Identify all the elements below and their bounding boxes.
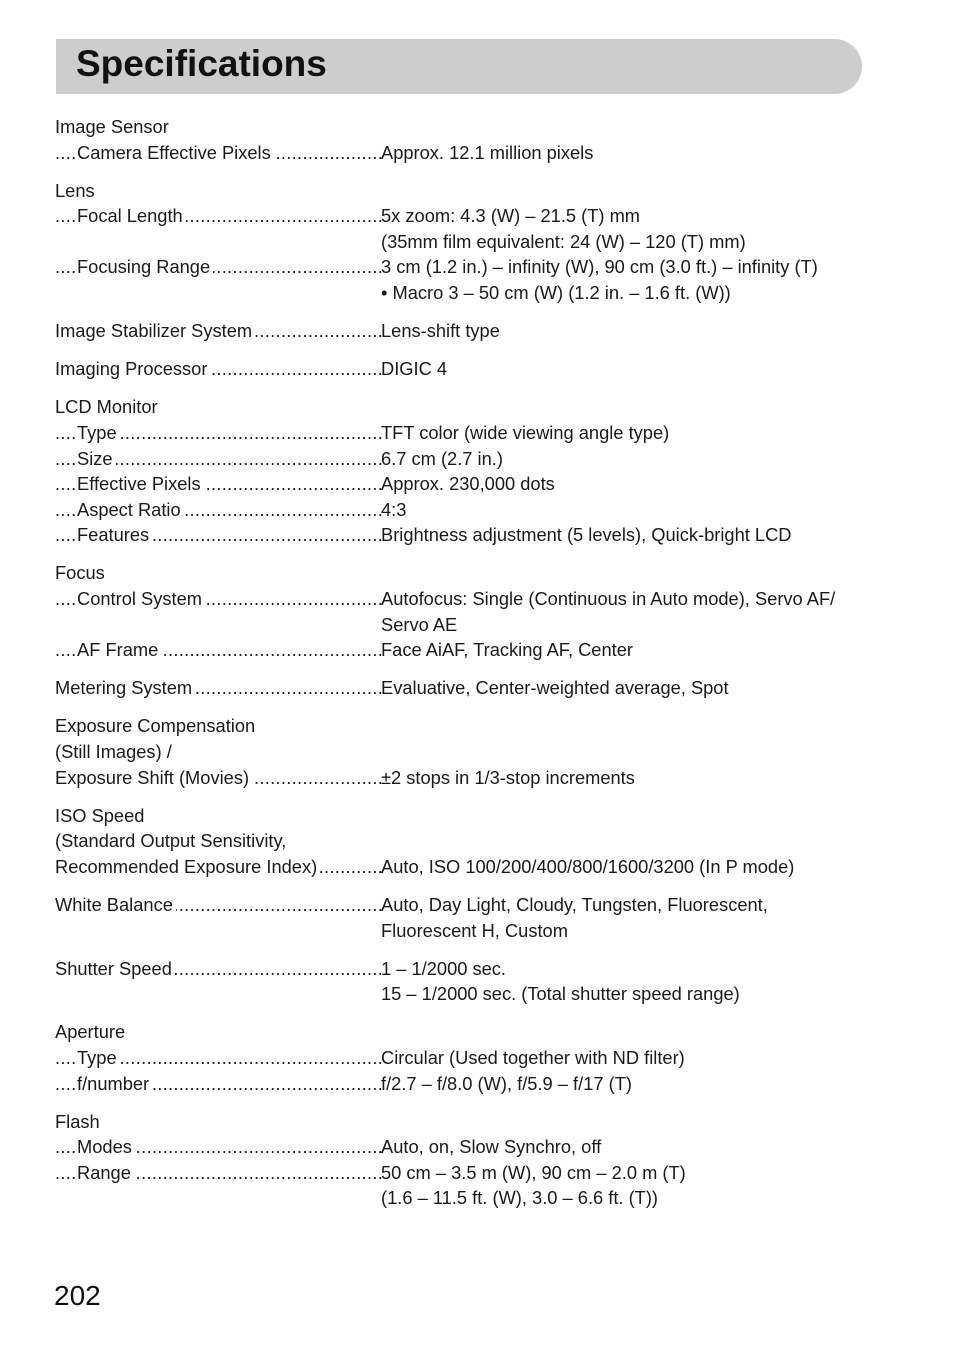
spec-group-exposure-compensation <box>55 713 875 790</box>
spec-row <box>55 1134 875 1160</box>
spec-group-imaging-processor <box>55 356 875 382</box>
spec-heading: Lens <box>55 179 95 201</box>
spec-row <box>55 637 875 663</box>
spec-row <box>55 203 875 229</box>
page-number: 202 <box>54 1280 101 1311</box>
spec-value-continued: 15 – 1/2000 sec. (Total shutter speed range) <box>381 983 740 1005</box>
spec-label: Imaging Processor <box>55 358 210 379</box>
spec-heading: Exposure Compensation <box>55 715 256 737</box>
spec-label: White Balance <box>55 894 176 915</box>
spec-label: Modes <box>77 1136 135 1157</box>
spec-label: f/number <box>77 1073 152 1094</box>
spec-row <box>55 854 875 880</box>
spec-row <box>55 356 875 382</box>
spec-value: DIGIC 4 <box>381 358 448 380</box>
spec-value: f/2.7 – f/8.0 (W), f/5.9 – f/17 (T) <box>381 1072 632 1094</box>
spec-heading: (Standard Output Sensitivity, <box>55 830 287 852</box>
spec-label: Focal Length <box>77 205 186 226</box>
spec-label: AF Frame <box>77 639 161 660</box>
spec-value: Autofocus: Single (Continuous in Auto mode), Servo AF/ <box>381 588 836 609</box>
spec-row <box>55 765 875 791</box>
spec-label: Camera Effective Pixels <box>77 142 274 163</box>
spec-label: Metering System <box>55 677 195 698</box>
spec-label: Type <box>77 1047 120 1068</box>
spec-group-focus <box>55 560 875 662</box>
spec-value-continued: • Macro 3 – 50 cm (W) (1.2 in. – 1.6 ft. (W)) <box>381 282 731 304</box>
spec-row <box>55 956 875 982</box>
spec-group-flash <box>55 1109 875 1211</box>
spec-heading: (Still Images) / <box>55 740 172 762</box>
spec-heading: Image Sensor <box>55 116 169 137</box>
spec-row <box>55 318 875 344</box>
spec-label: Range <box>77 1162 134 1183</box>
spec-value: Face AiAF, Tracking AF, Center <box>381 639 633 661</box>
spec-row <box>55 675 875 701</box>
spec-row <box>55 892 875 918</box>
spec-value: Auto, on, Slow Synchro, off <box>381 1136 602 1158</box>
spec-row <box>55 254 875 280</box>
spec-group-metering-system <box>55 675 875 701</box>
spec-group-white-balance <box>55 892 875 943</box>
spec-group-shutter-speed <box>55 956 875 1007</box>
spec-heading: Flash <box>55 1110 100 1132</box>
spec-value: 3 cm (1.2 in.) – infinity (W), 90 cm (3.0 ft.) – infinity (T) <box>381 256 818 278</box>
spec-label: Recommended Exposure Index) <box>55 856 320 877</box>
spec-value: ±2 stops in 1/3-stop increments <box>381 766 635 788</box>
spec-value-continued: Servo AE <box>381 613 458 635</box>
spec-value-continued: (35mm film equivalent: 24 (W) – 120 (T) mm) <box>381 230 746 252</box>
spec-label: Type <box>77 422 120 443</box>
spec-row <box>55 586 875 612</box>
spec-group-image-sensor <box>55 114 875 165</box>
spec-value: TFT color (wide viewing angle type) <box>381 421 670 443</box>
spec-label: Focusing Range <box>77 256 213 277</box>
spec-value: 5x zoom: 4.3 (W) – 21.5 (T) mm <box>381 205 641 227</box>
spec-heading: ISO Speed <box>55 804 145 826</box>
spec-value: Circular (Used together with ND filter) <box>381 1046 685 1068</box>
spec-label: Control System <box>77 588 205 609</box>
spec-label: Shutter Speed <box>55 958 175 979</box>
spec-value: 50 cm – 3.5 m (W), 90 cm – 2.0 m (T) <box>381 1161 686 1183</box>
spec-label: Image Stabilizer System <box>55 320 255 341</box>
spec-value: Lens-shift type <box>381 320 500 342</box>
spec-value: Auto, Day Light, Cloudy, Tungsten, Fluorescent, <box>381 893 768 915</box>
spec-row <box>55 140 875 166</box>
spec-label: Aspect Ratio <box>77 499 184 520</box>
spec-value: Brightness adjustment (5 levels), Quick-bright LCD <box>381 524 792 546</box>
spec-label: Exposure Shift (Movies) <box>55 767 252 788</box>
spec-value: 6.7 cm (2.7 in.) <box>381 447 503 469</box>
spec-heading: LCD Monitor <box>55 396 158 418</box>
spec-label: Features <box>77 524 152 545</box>
spec-label: Effective Pixels <box>77 473 204 494</box>
spec-heading: Focus <box>55 562 105 584</box>
spec-row <box>55 1160 875 1186</box>
spec-row <box>55 497 875 523</box>
spec-value: Evaluative, Center-weighted average, Spot <box>381 677 729 699</box>
spec-value: Approx. 12.1 million pixels <box>381 141 594 163</box>
spec-value: 1 – 1/2000 sec. <box>381 957 507 979</box>
spec-group-lens <box>55 178 875 306</box>
spec-row <box>55 446 875 472</box>
spec-heading: Aperture <box>55 1021 126 1043</box>
spec-value: 4:3 <box>381 498 407 520</box>
spec-row <box>55 522 875 548</box>
specifications-list <box>55 114 875 1223</box>
spec-label: Size <box>77 448 116 469</box>
page-title: Specifications <box>76 43 327 84</box>
spec-group-lcd-monitor <box>55 394 875 548</box>
spec-value-continued: Fluorescent H, Custom <box>381 919 568 941</box>
spec-row <box>55 420 875 446</box>
spec-value-continued: (1.6 – 11.5 ft. (W), 3.0 – 6.6 ft. (T)) <box>381 1187 659 1209</box>
spec-row <box>55 1071 875 1097</box>
spec-row <box>55 471 875 497</box>
spec-value: Auto, ISO 100/200/400/800/1600/3200 (In P mode) <box>381 855 795 877</box>
spec-group-aperture <box>55 1019 875 1096</box>
spec-group-image-stabilizer <box>55 318 875 344</box>
spec-value: Approx. 230,000 dots <box>381 473 555 495</box>
spec-row <box>55 1045 875 1071</box>
title-bar <box>56 39 862 94</box>
spec-group-iso-speed <box>55 803 875 880</box>
